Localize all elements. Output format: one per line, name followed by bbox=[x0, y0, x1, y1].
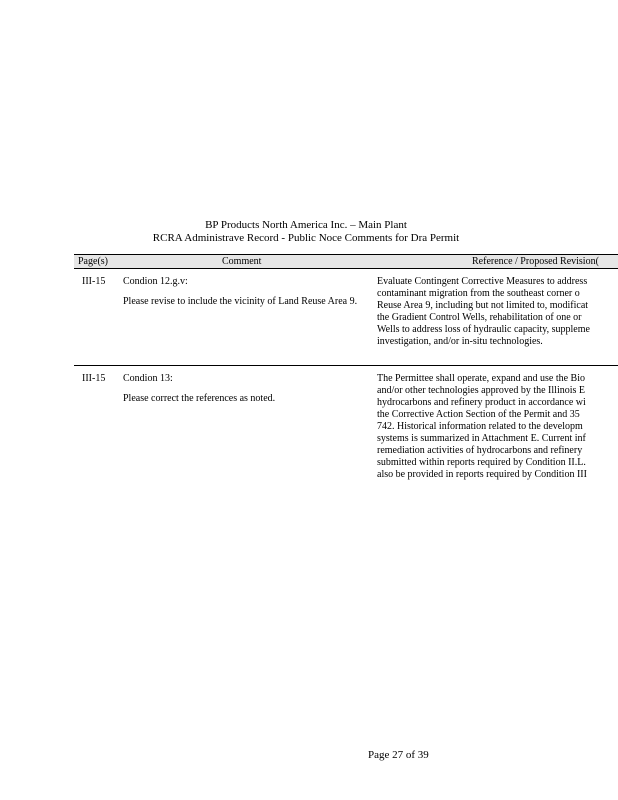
reference-line: investigation, and/or in-situ technologies. bbox=[377, 336, 543, 347]
column-header-reference: Reference / Proposed Revision( bbox=[472, 256, 599, 267]
row-reference bbox=[377, 276, 618, 348]
document-title: BP Products North America Inc. – Main Plant bbox=[205, 219, 407, 231]
reference-line: submitted within reports required by Condition II.L. bbox=[377, 457, 586, 468]
reference-line: the Corrective Action Section of the Permit and 35 bbox=[377, 409, 580, 420]
table-header bbox=[74, 254, 618, 269]
row-comment-text: Please revise to include the vicinity of Land Reuse Area 9. bbox=[123, 296, 358, 307]
comments-table bbox=[74, 254, 618, 506]
column-header-pages: Page(s) bbox=[78, 256, 108, 267]
reference-line: remediation activities of hydrocarbons and refinery bbox=[377, 445, 583, 456]
reference-line: and/or other technologies approved by the Illinois E bbox=[377, 385, 586, 396]
reference-line: The Permittee shall operate, expand and use the Bio bbox=[377, 373, 585, 384]
row-condition: Condion 13: bbox=[123, 373, 173, 384]
reference-line: Wells to address loss of hydraulic capacity, suppleme bbox=[377, 324, 590, 335]
reference-line: the Gradient Control Wells, rehabilitation of one or bbox=[377, 312, 582, 323]
reference-line: systems is summarized in Attachment E. Current inf bbox=[377, 433, 586, 444]
row-comment bbox=[123, 276, 363, 308]
table-row bbox=[74, 269, 618, 366]
column-header-comment: Comment bbox=[222, 256, 262, 267]
row-comment bbox=[123, 373, 363, 405]
row-page: III-15 bbox=[82, 276, 106, 287]
reference-line: Reuse Area 9, including but not limited to, modificat bbox=[377, 300, 589, 311]
page-number: Page 27 of 39 bbox=[368, 749, 429, 761]
row-reference bbox=[377, 373, 618, 481]
reference-line: Evaluate Contingent Corrective Measures to address bbox=[377, 276, 588, 287]
reference-line: hydrocarbons and refinery product in accordance wi bbox=[377, 397, 586, 408]
row-page: III-15 bbox=[82, 373, 106, 384]
document-subtitle: RCRA Administrave Record - Public Noce Comments for Dra Permit bbox=[152, 232, 460, 244]
row-condition: Condion 12.g.v: bbox=[123, 276, 188, 287]
reference-line: also be provided in reports required by Condition III bbox=[377, 469, 587, 480]
table-row bbox=[74, 366, 618, 506]
row-comment-text: Please correct the references as noted. bbox=[123, 393, 276, 404]
reference-line: 742. Historical information related to the developm bbox=[377, 421, 583, 432]
reference-line: contaminant migration from the southeast corner o bbox=[377, 288, 580, 299]
